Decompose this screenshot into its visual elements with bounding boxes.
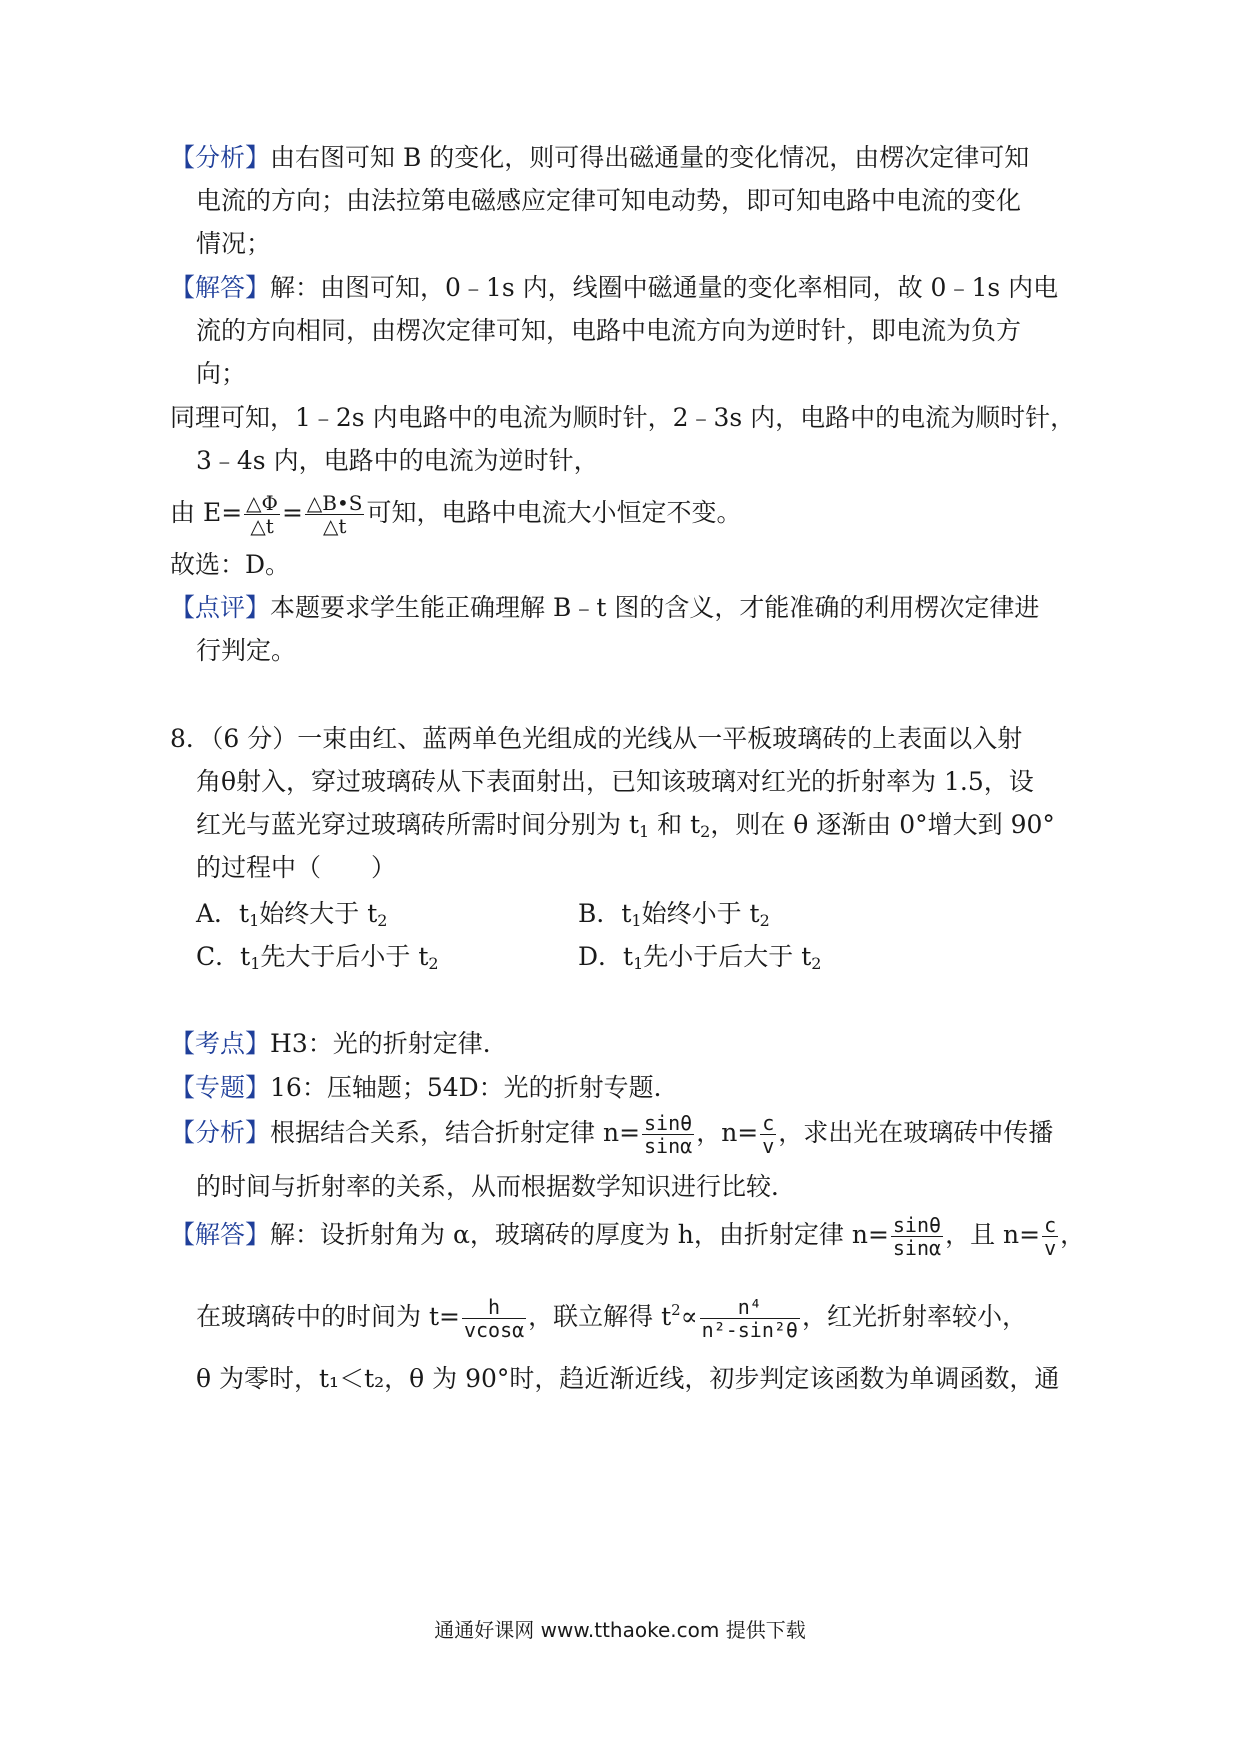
- option-c[interactable]: [196, 940, 439, 981]
- option-b[interactable]: [578, 897, 770, 938]
- fraction-n4-over-n2-minus-sin2-theta: [700, 1296, 800, 1341]
- option-text: 始终小于 t: [641, 899, 760, 928]
- fraction-denominator: vcosα: [463, 1318, 525, 1342]
- choice-line: 故选：D。: [170, 550, 291, 579]
- answer-tag: 【解答】: [170, 273, 271, 302]
- fraction-numerator: c: [762, 1111, 775, 1135]
- analysis-line-1: [170, 141, 1029, 175]
- answer8-line-2: [196, 1282, 1027, 1345]
- kaodian-line: [170, 1027, 508, 1061]
- answer8-text: 解：设折射角为 α，玻璃砖的厚度为 h，由折射定律 n=: [270, 1220, 889, 1249]
- answer-line-2: 流的方向相同，由楞次定律可知，电路中电流方向为逆时针，即电流为负方: [196, 316, 1022, 345]
- fraction-denominator: △t: [244, 514, 280, 537]
- fraction-denominator: n²-sin²θ: [701, 1318, 798, 1342]
- analysis8-line-2: 的时间与折射率的关系，从而根据数学知识进行比较．: [196, 1172, 797, 1201]
- fraction-numerator: n⁴: [737, 1295, 762, 1319]
- answer-line-3: 向；: [196, 359, 247, 388]
- fraction-denominator: sinα: [892, 1236, 942, 1260]
- fraction-numerator: △Φ: [246, 491, 278, 515]
- answer-line-5: 3﹣4s 内，电路中的电流为逆时针，: [196, 446, 599, 475]
- equals-sign: =: [281, 498, 303, 527]
- zhuanti-text: 16：压轴题；54D：光的折射专题．: [270, 1073, 679, 1102]
- fraction-numerator: sinθ: [892, 1213, 942, 1237]
- subscript: 1: [639, 822, 650, 841]
- subscript: 1: [250, 954, 261, 973]
- answer8-text: 在玻璃砖中的时间为 t=: [196, 1302, 460, 1331]
- formula-suffix: 可知，电路中电流大小恒定不变。: [366, 498, 742, 527]
- fraction-numerator: c: [1044, 1213, 1057, 1237]
- fraction-numerator: △B•S: [306, 491, 363, 515]
- question-line-4: 的过程中（ ）: [196, 853, 397, 882]
- option-text: 先小于后大于 t: [643, 942, 812, 971]
- question-line-2: 角θ射入，穿过玻璃砖从下表面射出，已知该玻璃对红光的折射率为 1.5，设: [196, 767, 1034, 796]
- fraction-denominator: v: [762, 1134, 775, 1158]
- subscript: 2: [377, 911, 388, 930]
- footer-download-note: 通通好课网 www.tthaoke.com 提供下载: [434, 1618, 806, 1642]
- answer8-line-1: [170, 1210, 1085, 1260]
- option-label: C．t: [196, 942, 251, 971]
- zhuanti-tag: 【专题】: [170, 1073, 271, 1102]
- analysis8-line-1: [170, 1108, 1053, 1158]
- analysis8-text: 根据结合关系，结合折射定律 n=: [270, 1118, 641, 1147]
- option-text: 始终大于 t: [259, 899, 378, 928]
- option-label: D．t: [578, 942, 634, 971]
- fraction-dphi-dt: [244, 492, 280, 537]
- analysis8-tag: 【分析】: [170, 1118, 271, 1147]
- option-label: A．t: [196, 899, 250, 928]
- answer8-tag: 【解答】: [170, 1220, 271, 1249]
- subscript: 1: [249, 911, 260, 930]
- question-text: 红光与蓝光穿过玻璃砖所需时间分别为 t: [196, 810, 639, 839]
- fraction-h-over-vcos-alpha: [462, 1296, 526, 1341]
- fraction-dbs-dt: [305, 492, 365, 537]
- fraction-numerator: sinθ: [644, 1111, 693, 1135]
- subscript: 2: [759, 911, 770, 930]
- comment-line-2: 行判定。: [196, 636, 297, 665]
- superscript: 2: [671, 1301, 681, 1319]
- kaodian-tag: 【考点】: [170, 1029, 271, 1058]
- answer8-text: ，联立解得 t: [528, 1302, 672, 1331]
- analysis-text-1: 由右图可知 B 的变化，则可得出磁通量的变化情况，由楞次定律可知: [270, 143, 1030, 172]
- subscript: 1: [633, 954, 644, 973]
- answer8-text: ，且 n=: [945, 1220, 1041, 1249]
- formula-prefix: 由 E=: [170, 498, 243, 527]
- question-line-1: 8．（6 分）一束由红、蓝两单色光组成的光线从一平板玻璃砖的上表面以入射: [170, 724, 1023, 753]
- comment-line-1: [170, 591, 1039, 625]
- option-a[interactable]: [196, 897, 387, 938]
- comment-tag: 【点评】: [170, 593, 271, 622]
- option-text: 先大于后小于 t: [260, 942, 429, 971]
- answer8-text: ，: [1060, 1220, 1086, 1249]
- question-line-3: [196, 808, 1055, 849]
- option-label: B．t: [578, 899, 632, 928]
- comment-text-1: 本题要求学生能正确理解 B﹣t 图的含义，才能准确的利用楞次定律进: [270, 593, 1040, 622]
- subscript: 2: [811, 954, 822, 973]
- fraction-sin-theta-over-sin-alpha: [642, 1112, 694, 1157]
- answer-line-1: [170, 271, 1058, 305]
- subscript: 2: [428, 954, 439, 973]
- analysis-line-2: 电流的方向；由法拉第电磁感应定律可知电动势，即可知电路中电流的变化: [196, 186, 1022, 215]
- zhuanti-line: [170, 1071, 679, 1105]
- analysis8-text: ，n=: [696, 1118, 759, 1147]
- emf-formula-line: [170, 488, 741, 538]
- fraction-sin-theta-over-sin-alpha: [891, 1214, 943, 1259]
- answer-line-4: 同理可知，1﹣2s 内电路中的电流为顺时针，2﹣3s 内，电路中的电流为顺时针，: [170, 403, 1076, 432]
- fraction-numerator: h: [488, 1295, 501, 1319]
- fraction-denominator: v: [1044, 1236, 1057, 1260]
- question-text: 和 t: [649, 810, 701, 839]
- analysis-line-3: 情况；: [196, 229, 272, 258]
- fraction-denominator: sinα: [644, 1134, 693, 1158]
- kaodian-text: H3：光的折射定律．: [270, 1029, 508, 1058]
- proportional-sign: ∝: [680, 1302, 698, 1331]
- fraction-denominator: △t: [305, 514, 365, 537]
- subscript: 1: [631, 911, 642, 930]
- question-text: ，则在 θ 逐渐由 0°增大到 90°: [710, 810, 1055, 839]
- fraction-c-over-v: [760, 1112, 776, 1157]
- analysis8-text: ，求出光在玻璃砖中传播: [778, 1118, 1054, 1147]
- answer-text-1: 解：由图可知，0﹣1s 内，线圈中磁通量的变化率相同，故 0﹣1s 内电: [270, 273, 1059, 302]
- subscript: 2: [700, 822, 711, 841]
- answer8-text: ，红光折射率较小，: [801, 1302, 1027, 1331]
- fraction-c-over-v: [1042, 1214, 1058, 1259]
- answer8-line-3: θ 为零时，t₁＜t₂，θ 为 90°时，趋近渐近线，初步判定该函数为单调函数，通: [196, 1364, 1060, 1393]
- analysis-tag: 【分析】: [170, 143, 271, 172]
- option-d[interactable]: [578, 940, 821, 981]
